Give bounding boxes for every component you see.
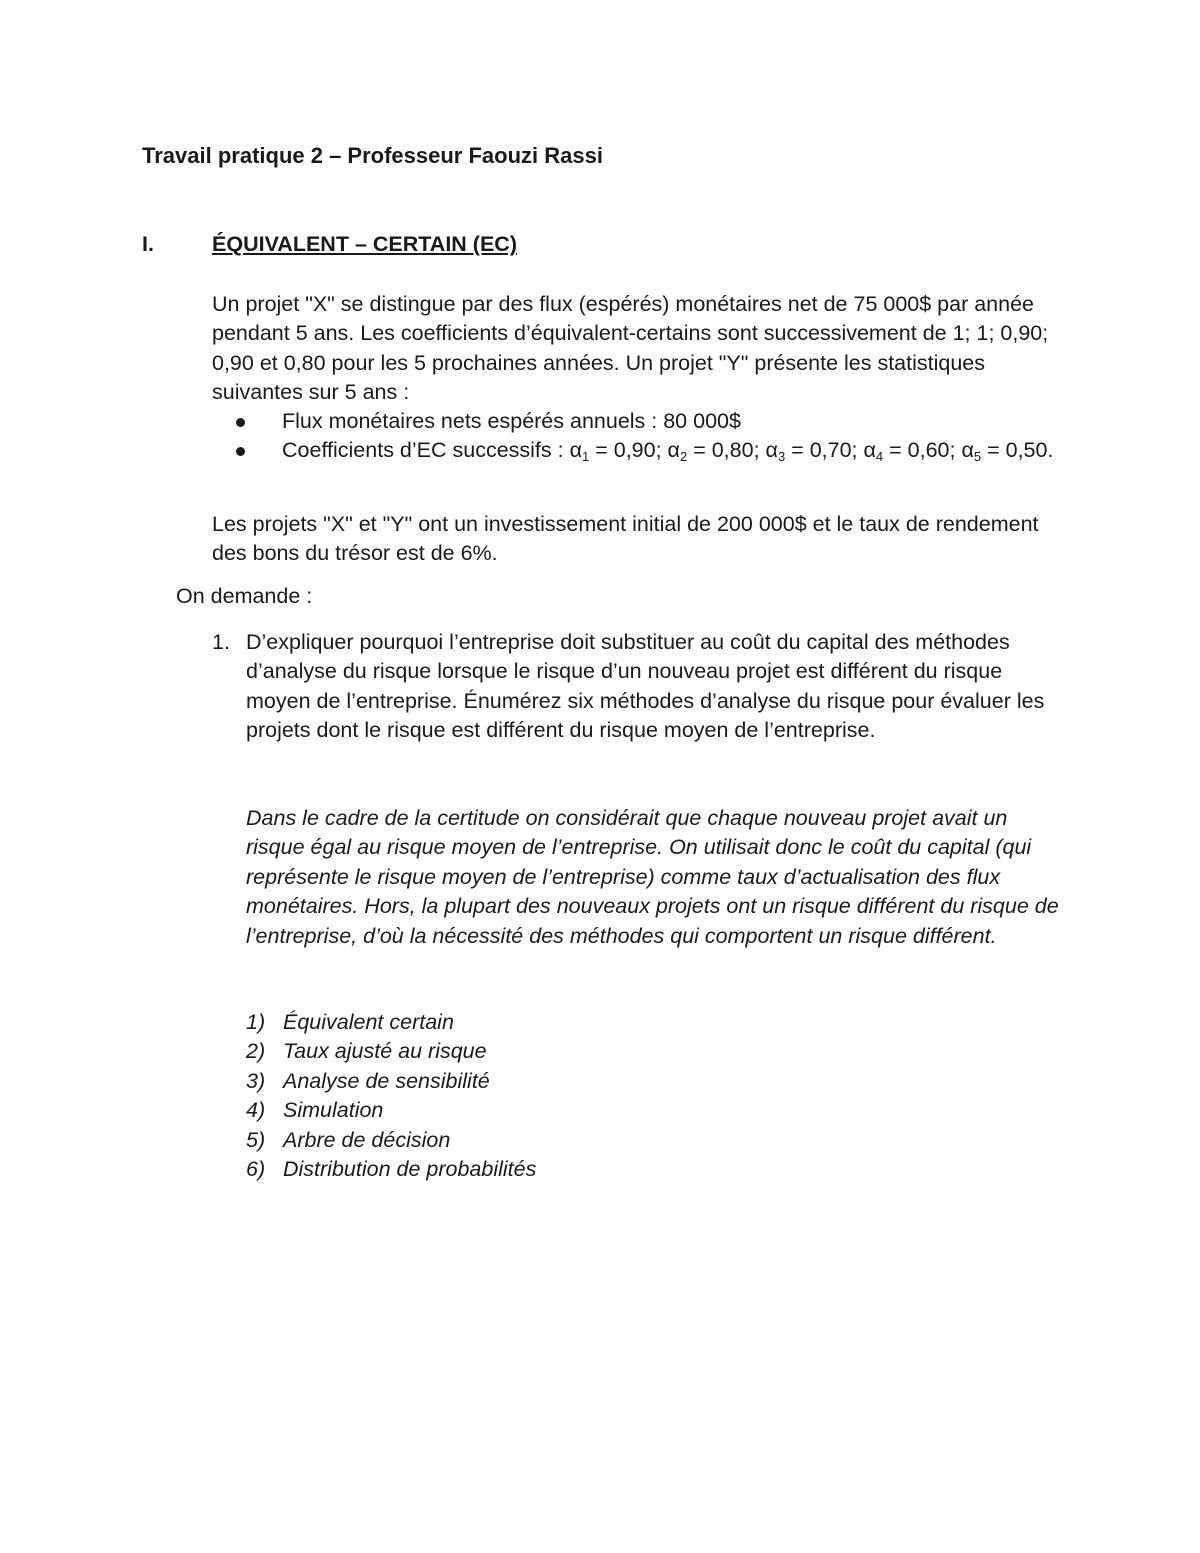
bullet-text: Flux monétaires nets espérés annuels : 80 000$ <box>282 409 741 433</box>
alpha-subscript: 3 <box>777 449 786 465</box>
alpha-subscript: 2 <box>679 449 688 465</box>
method-item <box>246 1037 846 1066</box>
method-number: 4) <box>246 1098 266 1123</box>
method-label: Distribution de probabilités <box>283 1157 537 1182</box>
question-text: D’expliquer pourquoi l’entreprise doit substituer au coût du capital des méthodes d’analyse du risque lorsque le risque d’un nouveau projet est différent du risque moyen de l’entreprise. Énumérez six méthodes d’analyse du risque pour évaluer les projets dont le risque est différent du risque moyen de l’entreprise. <box>246 630 1045 743</box>
bullet-icon <box>236 418 245 427</box>
method-item <box>246 1008 846 1037</box>
bullet-list <box>212 407 1072 472</box>
method-number: 6) <box>246 1157 266 1182</box>
investment-paragraph: Les projets "X" et "Y" ont un investissement initial de 200 000$ et le taux de rendement des bons du trésor est de 6%. <box>212 512 1039 566</box>
coef-prefix: Coefficients d’EC successifs : <box>282 438 570 463</box>
coef-value: = 0,60; <box>883 438 962 463</box>
alpha-symbol: α <box>765 438 778 463</box>
coef-value: = 0,70; <box>785 438 864 463</box>
alpha-symbol: α <box>863 438 876 463</box>
alpha-subscript: 1 <box>582 449 590 465</box>
document-title: Travail pratique 2 – Professeur Faouzi Rassi <box>142 143 603 168</box>
coef-value: = 0,50. <box>981 438 1054 463</box>
methods-list <box>246 1008 846 1184</box>
method-label: Taux ajusté au risque <box>283 1039 487 1064</box>
method-label: Arbre de décision <box>283 1127 451 1152</box>
question-number: 1. <box>212 630 230 654</box>
demand-label: On demande : <box>176 584 313 608</box>
alpha-symbol: α <box>961 438 974 463</box>
method-number: 1) <box>246 1010 266 1034</box>
bullet-item-flux <box>212 407 1072 436</box>
question-item <box>212 628 1072 746</box>
alpha-symbol: α <box>667 438 680 463</box>
method-item <box>246 1155 846 1184</box>
bullet-icon <box>236 447 245 456</box>
method-item <box>246 1067 846 1096</box>
method-label: Équivalent certain <box>283 1010 454 1034</box>
method-label: Analyse de sensibilité <box>283 1068 490 1093</box>
method-label: Simulation <box>283 1098 384 1123</box>
bullet-item-coefficients <box>212 436 1072 471</box>
coef-value: = 0,80; <box>687 438 766 463</box>
section-title: ÉQUIVALENT – CERTAIN (EC) <box>212 232 517 256</box>
answer-paragraph: Dans le cadre de la certitude on considérait que chaque nouveau projet avait un risque égal au risque moyen de l’entreprise. On utilisait donc le coût du capital (qui représente le risque moyen de l’entreprise) comme taux d’actualisation des flux monétaires. Hors, la plupart des nouveaux projets ont un risque différent du risque de l’entreprise, d’où la nécessité des méthodes qui comportent un risque différent. <box>246 806 1059 948</box>
section-number: I. <box>142 232 154 256</box>
alpha-subscript: 4 <box>875 449 884 465</box>
alpha-subscript: 5 <box>973 449 982 465</box>
method-item <box>246 1126 846 1155</box>
alpha-symbol: α <box>569 438 583 463</box>
method-number: 5) <box>246 1127 266 1152</box>
coef-value: = 0,90; <box>589 438 668 463</box>
method-number: 3) <box>246 1068 266 1093</box>
intro-paragraph: Un projet "X" se distingue par des flux (espérés) monétaires net de 75 000$ par année pendant 5 ans. Les coefficients d’équivalent-certains sont successivement de 1; 1; 0,90; 0,90 et 0,80 pour les 5 prochaines années. Un projet "Y" présente les statistiques suivantes sur 5 ans : <box>212 292 1049 405</box>
method-number: 2) <box>246 1039 266 1064</box>
method-item <box>246 1096 846 1125</box>
